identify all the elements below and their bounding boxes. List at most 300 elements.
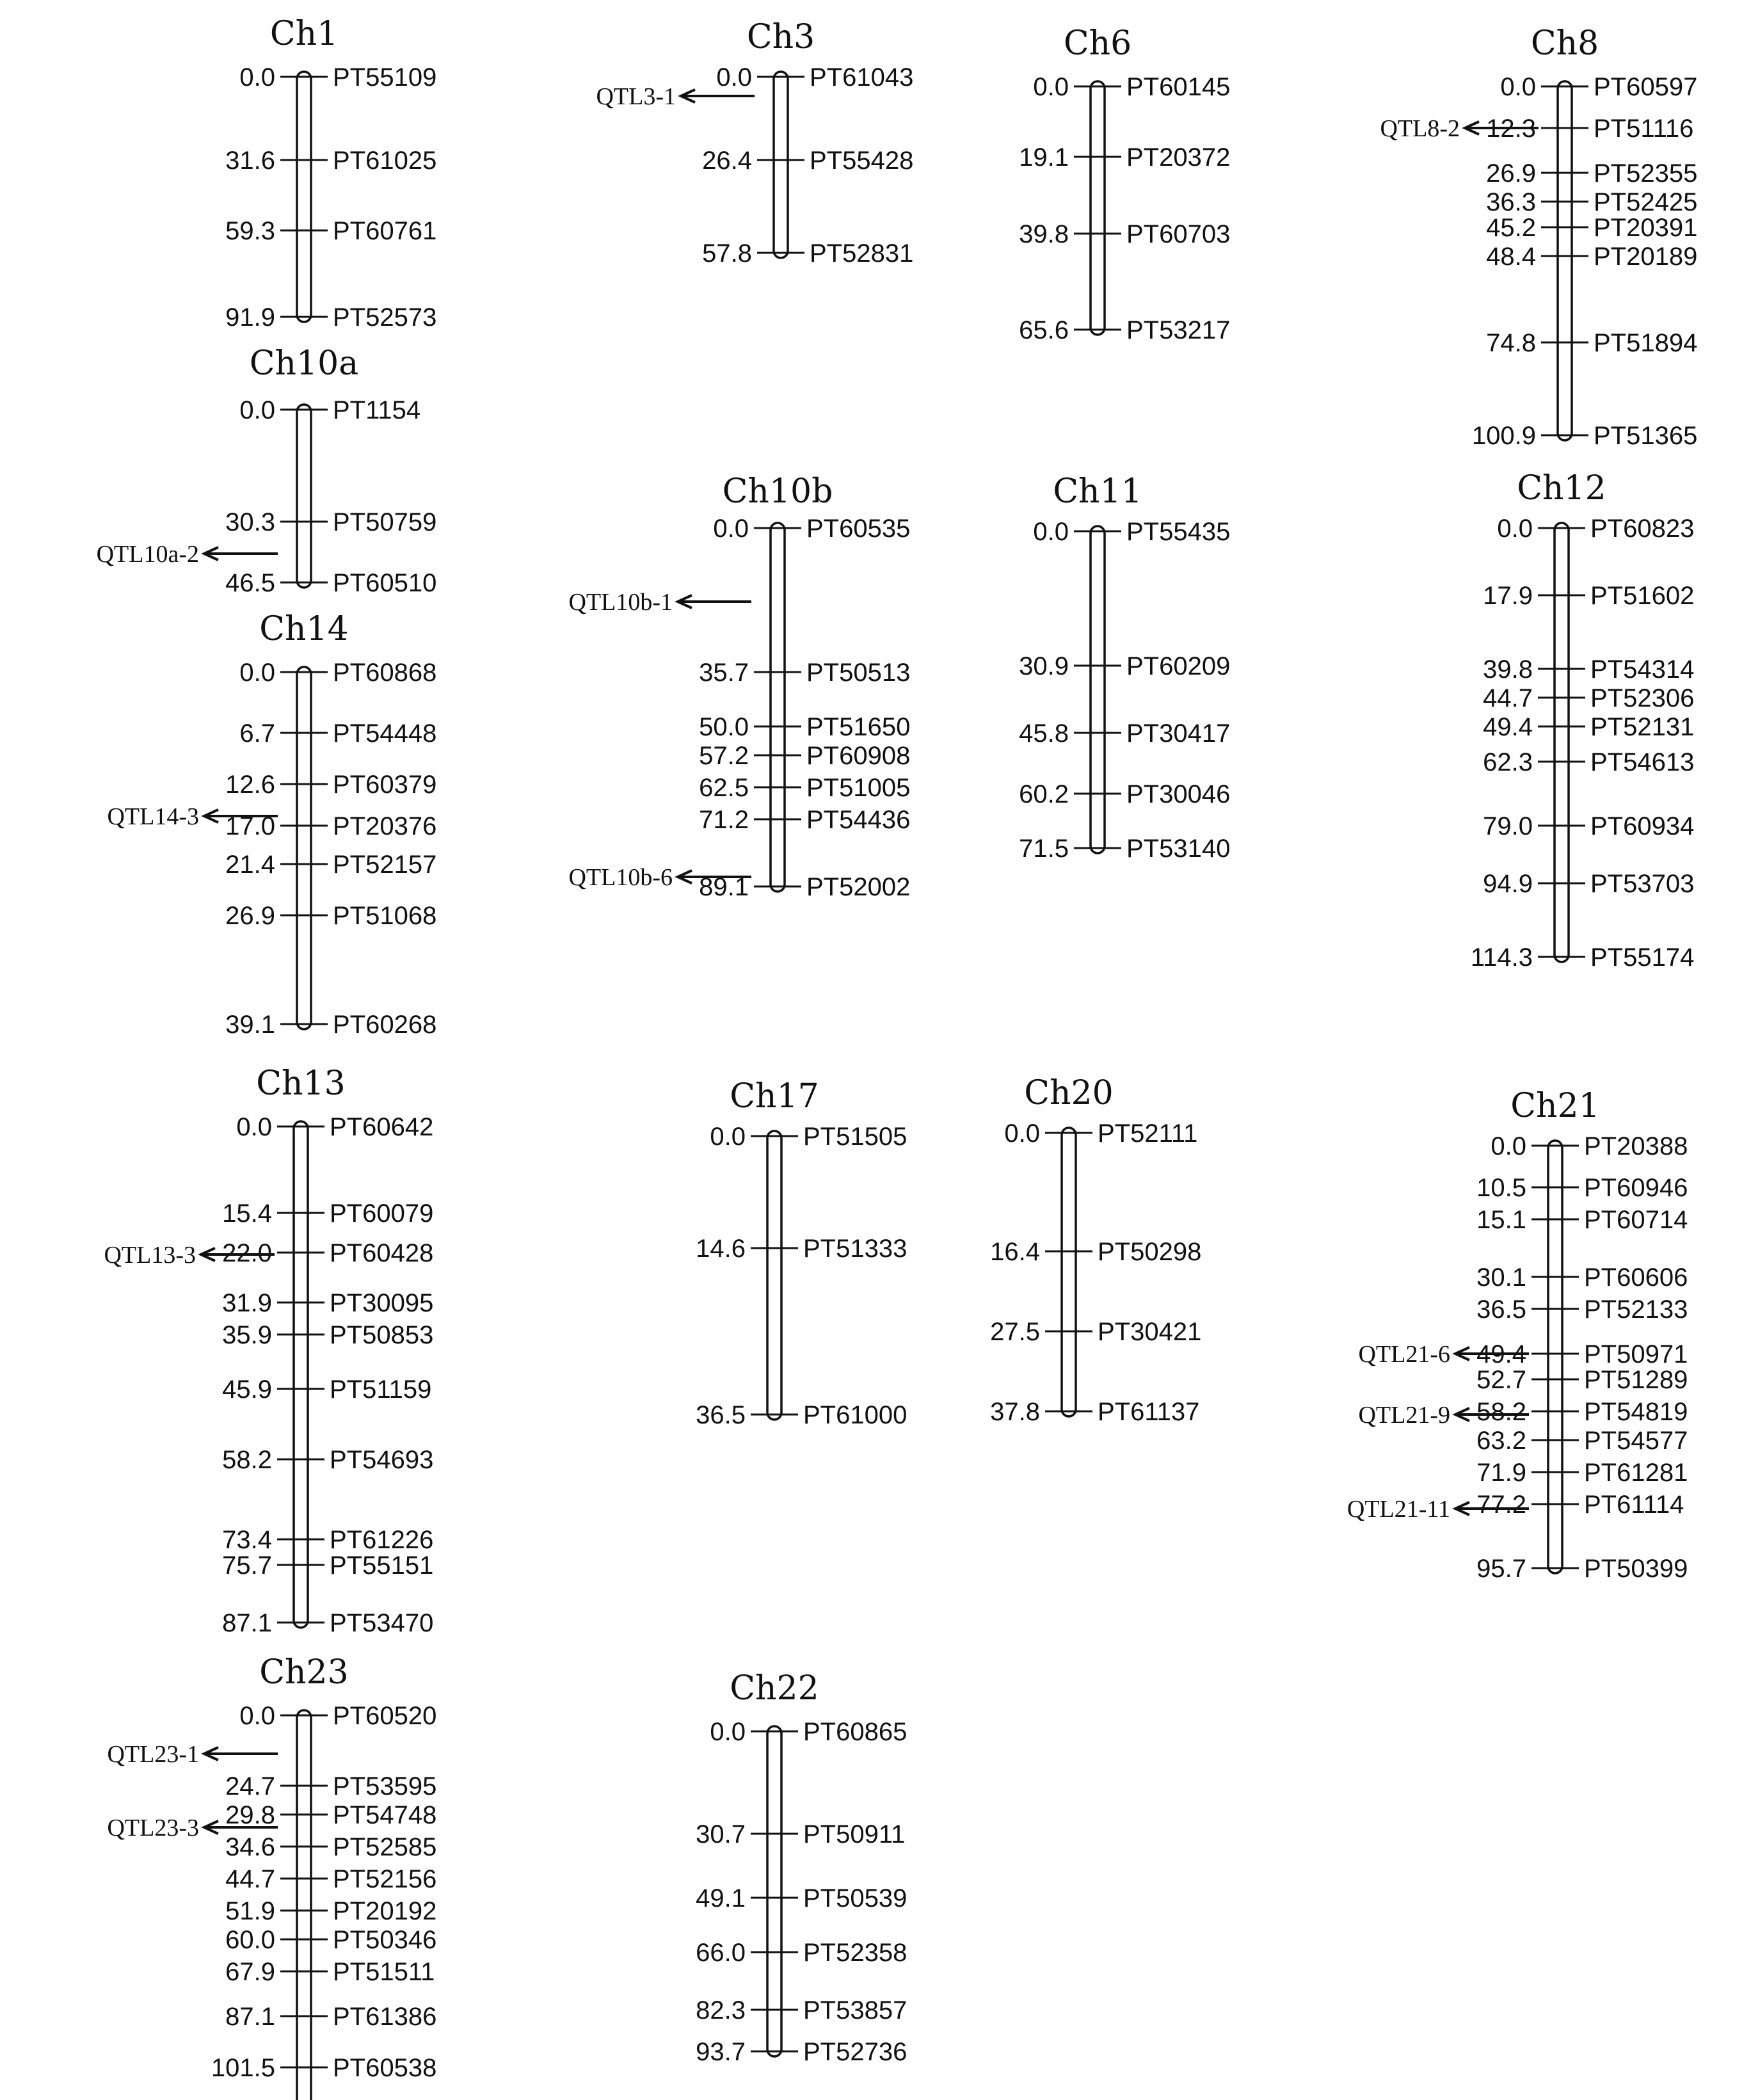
locus-position: 35.9 <box>222 1321 272 1349</box>
marker-name: PT20376 <box>333 812 437 840</box>
chromosome-ch1 <box>225 15 436 332</box>
marker-name: PT60934 <box>1590 812 1695 840</box>
locus <box>696 1996 907 2024</box>
marker-name: PT53703 <box>1590 870 1695 898</box>
qtl-label: QTL23-1 <box>107 1741 199 1768</box>
marker-name: PT50759 <box>333 508 437 536</box>
locus-position: 45.9 <box>222 1375 272 1404</box>
qtl-label: QTL14-3 <box>107 803 199 830</box>
locus-position: 26.9 <box>1486 159 1536 188</box>
locus-position: 27.5 <box>990 1318 1040 1346</box>
marker-name: PT54819 <box>1584 1398 1688 1426</box>
chromosome-title: Ch21 <box>1510 1087 1600 1125</box>
locus <box>222 1375 431 1404</box>
locus-position: 19.1 <box>1019 143 1069 172</box>
locus <box>1491 1132 1688 1160</box>
locus <box>699 659 910 687</box>
locus <box>1019 835 1230 863</box>
chromosome-ch23 <box>107 1653 436 2100</box>
locus-position: 49.4 <box>1476 1340 1526 1368</box>
marker-name: PT52002 <box>806 873 911 901</box>
locus <box>222 1289 433 1317</box>
locus <box>1486 243 1697 271</box>
locus <box>1476 1555 1688 1583</box>
locus-position: 65.6 <box>1019 316 1069 344</box>
locus <box>1033 518 1230 546</box>
locus <box>1486 329 1697 357</box>
locus <box>1476 1174 1688 1202</box>
marker-name: PT54613 <box>1590 748 1695 776</box>
marker-name: PT61281 <box>1584 1459 1688 1487</box>
locus-position: 71.9 <box>1476 1459 1526 1487</box>
marker-name: PT51505 <box>803 1123 907 1151</box>
locus <box>239 719 436 748</box>
chromosome-title: Ch1 <box>269 15 339 53</box>
marker-name: PT52831 <box>810 239 914 268</box>
marker-name: PT52573 <box>333 303 437 332</box>
locus-position: 31.9 <box>222 1289 272 1317</box>
locus-position: 79.0 <box>1483 812 1533 840</box>
locus <box>225 902 436 930</box>
qtl-marker <box>97 541 278 568</box>
locus <box>702 239 913 268</box>
locus-position: 58.2 <box>222 1446 272 1474</box>
locus <box>222 1609 433 1637</box>
marker-name: PT60908 <box>806 742 911 770</box>
locus <box>699 806 910 834</box>
chromosome-bar <box>297 405 311 588</box>
locus <box>225 1801 436 1829</box>
qtl-label: QTL21-11 <box>1347 1496 1450 1523</box>
locus-position: 0.0 <box>236 1113 272 1141</box>
locus-position: 48.4 <box>1486 243 1536 271</box>
locus-position: 63.2 <box>1476 1427 1526 1455</box>
chromosome-title: Ch6 <box>1063 24 1132 63</box>
locus <box>225 147 436 175</box>
marker-name: PT53140 <box>1126 835 1231 863</box>
locus-position: 87.1 <box>225 2003 275 2031</box>
locus-position: 71.2 <box>699 806 749 834</box>
marker-name: PT53470 <box>330 1609 434 1637</box>
locus <box>1486 214 1697 242</box>
locus <box>1483 713 1694 741</box>
chromosome-title: Ch23 <box>259 1653 349 1692</box>
locus-position: 73.4 <box>222 1526 272 1554</box>
marker-name: PT51894 <box>1594 329 1698 357</box>
locus-position: 75.7 <box>222 1551 272 1580</box>
locus-position: 60.0 <box>225 1926 275 1954</box>
marker-name: PT55109 <box>333 63 437 92</box>
chromosome-title: Ch8 <box>1530 24 1599 63</box>
locus <box>696 2038 907 2066</box>
locus-position: 15.4 <box>222 1199 272 1228</box>
marker-name: PT54577 <box>1584 1427 1688 1455</box>
locus-position: 24.7 <box>225 1772 275 1800</box>
chromosome-title: Ch10b <box>722 472 833 511</box>
locus <box>1019 780 1230 808</box>
chromosome-ch22 <box>696 1669 907 2066</box>
marker-name: PT51289 <box>1584 1366 1688 1394</box>
chromosome-ch8 <box>1380 24 1697 450</box>
qtl-label: QTL10a-2 <box>96 541 199 568</box>
locus-position: 95.7 <box>1476 1555 1526 1583</box>
locus <box>1483 684 1694 712</box>
locus-position: 62.5 <box>699 774 749 802</box>
qtl-label: QTL8-2 <box>1380 115 1460 142</box>
marker-name: PT60642 <box>330 1113 434 1141</box>
locus-position: 17.0 <box>225 812 275 840</box>
marker-name: PT50399 <box>1584 1555 1688 1583</box>
marker-name: PT60823 <box>1590 515 1695 543</box>
chromosome-bar <box>771 523 785 892</box>
locus-position: 59.3 <box>225 217 275 245</box>
chromosome-ch21 <box>1347 1087 1688 1583</box>
locus <box>699 742 910 770</box>
locus <box>696 1401 907 1429</box>
locus <box>1476 1206 1688 1234</box>
locus <box>1004 1119 1197 1148</box>
marker-name: PT51333 <box>803 1235 907 1263</box>
locus-position: 16.4 <box>990 1238 1040 1266</box>
locus-position: 6.7 <box>239 719 275 748</box>
locus-position: 37.8 <box>990 1398 1040 1426</box>
locus-position: 45.8 <box>1019 719 1069 748</box>
locus-position: 49.4 <box>1483 713 1533 741</box>
marker-name: PT20189 <box>1594 243 1698 271</box>
marker-name: PT52133 <box>1584 1295 1688 1324</box>
marker-name: PT60510 <box>333 569 437 597</box>
locus <box>239 1702 436 1730</box>
chromosome-bar <box>297 72 311 322</box>
marker-name: PT51068 <box>333 902 437 930</box>
locus-position: 62.3 <box>1483 748 1533 776</box>
chromosome-bar <box>767 1131 781 1420</box>
marker-name: PT51602 <box>1590 582 1695 610</box>
locus-position: 89.1 <box>699 873 749 901</box>
locus-position: 60.2 <box>1019 780 1069 808</box>
locus <box>225 508 436 536</box>
qtl-label: QTL13-3 <box>104 1242 196 1269</box>
marker-name: PT60868 <box>333 659 437 687</box>
chromosome-ch17 <box>696 1077 907 1429</box>
chromosome-bar <box>1091 526 1105 853</box>
locus-position: 0.0 <box>1033 518 1069 546</box>
marker-name: PT60520 <box>333 1702 437 1730</box>
locus <box>1476 1263 1688 1292</box>
marker-name: PT54748 <box>333 1801 437 1829</box>
marker-name: PT52156 <box>333 1865 437 1893</box>
locus-position: 67.9 <box>225 1958 275 1986</box>
locus-position: 45.2 <box>1486 214 1536 242</box>
marker-name: PT50539 <box>803 1884 907 1912</box>
locus-position: 52.7 <box>1476 1366 1526 1394</box>
marker-name: PT55174 <box>1590 943 1695 972</box>
chromosome-ch10b <box>568 472 910 901</box>
locus <box>1019 316 1230 344</box>
locus <box>696 1939 907 1967</box>
marker-name: PT51650 <box>806 713 911 741</box>
locus <box>225 303 436 332</box>
locus <box>1476 1398 1688 1426</box>
locus-position: 22.0 <box>222 1239 272 1267</box>
locus-position: 71.5 <box>1019 835 1069 863</box>
locus <box>225 1958 435 1986</box>
chromosome-bar <box>774 72 788 258</box>
locus-position: 17.9 <box>1483 582 1533 610</box>
chromosome-ch10a <box>97 344 437 597</box>
chromosome-title: Ch20 <box>1024 1074 1114 1112</box>
locus-position: 114.3 <box>1470 943 1533 972</box>
locus-position: 0.0 <box>239 1702 275 1730</box>
marker-name: PT52131 <box>1590 713 1695 741</box>
marker-name: PT52355 <box>1594 159 1698 188</box>
locus-position: 91.9 <box>225 303 275 332</box>
marker-name: PT61386 <box>333 2003 437 2031</box>
locus <box>702 147 913 175</box>
locus <box>696 1820 905 1848</box>
locus <box>990 1398 1199 1426</box>
marker-name: PT55151 <box>330 1551 434 1580</box>
locus <box>225 1926 436 1954</box>
chromosome-title: Ch17 <box>730 1077 819 1116</box>
locus <box>239 396 420 424</box>
marker-name: PT52425 <box>1594 188 1698 216</box>
marker-name: PT20391 <box>1594 214 1698 242</box>
locus-position: 51.9 <box>225 1897 275 1925</box>
marker-name: PT61226 <box>330 1526 434 1554</box>
locus <box>239 659 436 687</box>
locus-position: 36.5 <box>696 1401 746 1429</box>
marker-name: PT52306 <box>1590 684 1695 712</box>
locus-position: 0.0 <box>713 515 749 543</box>
locus-position: 57.2 <box>699 742 749 770</box>
locus-position: 30.7 <box>696 1820 746 1848</box>
locus <box>225 1833 436 1861</box>
locus <box>1483 870 1694 898</box>
locus-position: 0.0 <box>239 396 275 424</box>
marker-name: PT50971 <box>1584 1340 1688 1368</box>
chromosome-title: Ch3 <box>746 18 815 56</box>
marker-name: PT60538 <box>333 2054 437 2082</box>
locus <box>225 1865 436 1893</box>
locus <box>990 1318 1201 1346</box>
marker-name: PT54314 <box>1590 655 1695 684</box>
locus <box>1483 748 1694 776</box>
chromosome-title: Ch13 <box>256 1064 346 1103</box>
chromosome-ch3 <box>596 18 913 268</box>
locus <box>239 63 436 92</box>
locus-position: 39.8 <box>1483 655 1533 684</box>
chromosome-bar <box>297 667 311 1029</box>
marker-name: PT60379 <box>333 771 437 799</box>
marker-name: PT60209 <box>1126 652 1231 680</box>
marker-name: PT20372 <box>1126 143 1231 172</box>
locus <box>1033 73 1230 101</box>
marker-name: PT55435 <box>1126 518 1231 546</box>
locus-position: 0.0 <box>710 1718 746 1746</box>
locus <box>1497 515 1694 543</box>
marker-name: PT52736 <box>803 2038 907 2066</box>
marker-name: PT52358 <box>803 1939 907 1967</box>
locus <box>696 1884 907 1912</box>
locus <box>699 774 910 802</box>
locus-position: 94.9 <box>1483 870 1533 898</box>
locus <box>713 515 910 543</box>
marker-name: PT60079 <box>330 1199 434 1228</box>
marker-name: PT60865 <box>803 1718 907 1746</box>
locus <box>222 1551 433 1580</box>
marker-name: PT60714 <box>1584 1206 1688 1234</box>
chromosome-title: Ch11 <box>1053 472 1142 511</box>
chromosome-title: Ch22 <box>730 1669 819 1708</box>
marker-name: PT60761 <box>333 217 437 245</box>
locus <box>1476 1491 1684 1519</box>
locus-position: 21.4 <box>225 851 275 879</box>
chromosome-bar <box>1548 1141 1562 1573</box>
marker-name: PT53595 <box>333 1772 437 1800</box>
qtl-label: QTL3-1 <box>596 83 676 110</box>
locus <box>1471 943 1694 972</box>
locus-position: 0.0 <box>716 63 752 92</box>
locus-position: 10.5 <box>1476 1174 1526 1202</box>
locus <box>696 1235 907 1263</box>
locus-position: 0.0 <box>1004 1119 1040 1148</box>
locus <box>225 1772 436 1800</box>
chromosome-ch11 <box>1019 472 1230 863</box>
locus-position: 36.3 <box>1486 188 1536 216</box>
locus-position: 0.0 <box>1491 1132 1526 1160</box>
locus <box>225 2003 436 2031</box>
locus <box>1019 719 1230 748</box>
locus-position: 29.8 <box>225 1801 275 1829</box>
locus-position: 39.1 <box>225 1011 275 1039</box>
marker-name: PT20388 <box>1584 1132 1688 1160</box>
locus <box>1500 73 1697 101</box>
marker-name: PT60535 <box>806 515 911 543</box>
marker-name: PT60597 <box>1594 73 1698 101</box>
marker-name: PT51005 <box>806 774 911 802</box>
locus <box>1486 159 1697 188</box>
locus <box>1483 582 1694 610</box>
marker-name: PT51159 <box>330 1375 432 1404</box>
locus-position: 100.9 <box>1471 422 1536 450</box>
chromosome-bar <box>767 1726 781 2056</box>
locus-position: 30.3 <box>225 508 275 536</box>
locus <box>225 217 436 245</box>
qtl-label: QTL10b-1 <box>568 589 673 616</box>
locus <box>222 1321 433 1349</box>
chromosome-bar <box>1091 81 1105 335</box>
locus-position: 0.0 <box>239 63 275 92</box>
chromosome-title: Ch12 <box>1517 469 1606 508</box>
marker-name: PT55428 <box>810 147 914 175</box>
chromosome-bar <box>1558 81 1572 440</box>
qtl-label: QTL21-6 <box>1358 1341 1450 1368</box>
locus-position: 44.7 <box>225 1865 275 1893</box>
marker-name: PT61025 <box>333 147 437 175</box>
locus-position: 0.0 <box>239 659 275 687</box>
chromosome-ch13 <box>104 1064 433 1637</box>
marker-name: PT30417 <box>1126 719 1231 748</box>
locus <box>1476 1459 1688 1487</box>
locus-position: 93.7 <box>696 2038 746 2066</box>
locus-position: 0.0 <box>710 1123 746 1151</box>
marker-name: PT51511 <box>333 1958 435 1986</box>
locus-position: 82.3 <box>696 1996 746 2024</box>
locus <box>225 771 436 799</box>
marker-name: PT50911 <box>803 1820 906 1848</box>
marker-name: PT50853 <box>330 1321 434 1349</box>
locus <box>1476 1427 1688 1455</box>
locus-position: 50.0 <box>699 713 749 741</box>
locus <box>1472 422 1697 450</box>
chromosome-ch20 <box>990 1074 1201 1426</box>
locus-position: 39.8 <box>1019 220 1069 248</box>
locus <box>710 1123 907 1151</box>
locus-position: 36.5 <box>1476 1295 1526 1324</box>
marker-name: PT30095 <box>330 1289 434 1317</box>
locus-position: 15.1 <box>1476 1206 1526 1234</box>
locus <box>236 1113 433 1141</box>
locus-position: 57.8 <box>702 239 752 268</box>
chromosome-bar <box>294 1121 308 1628</box>
locus-position: 46.5 <box>225 569 275 597</box>
locus <box>225 1897 436 1925</box>
qtl-label: QTL21-9 <box>1358 1402 1450 1429</box>
locus <box>1483 655 1694 684</box>
locus-position: 66.0 <box>696 1939 746 1967</box>
marker-name: PT50346 <box>333 1926 437 1954</box>
marker-name: PT50298 <box>1098 1238 1202 1266</box>
marker-name: PT60606 <box>1584 1263 1688 1292</box>
locus-position: 12.6 <box>225 771 275 799</box>
marker-name: PT60703 <box>1126 220 1231 248</box>
marker-name: PT51116 <box>1594 115 1694 143</box>
locus <box>699 713 910 741</box>
locus <box>222 1526 433 1554</box>
marker-name: PT61114 <box>1584 1491 1684 1519</box>
qtl-label: QTL10b-6 <box>568 864 673 891</box>
locus <box>225 1011 436 1039</box>
marker-name: PT60946 <box>1584 1174 1688 1202</box>
locus <box>225 569 436 597</box>
qtl-marker <box>107 1741 278 1768</box>
marker-name: PT52111 <box>1098 1119 1198 1148</box>
chromosome-ch14 <box>107 610 436 1039</box>
chromosome-bar <box>297 1710 311 2100</box>
locus-position: 35.7 <box>699 659 749 687</box>
marker-name: PT20192 <box>333 1897 437 1925</box>
chromosome-title: Ch14 <box>259 610 349 648</box>
marker-name: PT1154 <box>333 396 421 424</box>
marker-name: PT61000 <box>803 1401 907 1429</box>
locus-position: 0.0 <box>1497 515 1533 543</box>
locus <box>1019 652 1230 680</box>
marker-name: PT52157 <box>333 851 437 879</box>
marker-name: PT54436 <box>806 806 911 834</box>
locus <box>1019 220 1230 248</box>
marker-name: PT54693 <box>330 1446 434 1474</box>
locus-position: 77.2 <box>1476 1491 1526 1519</box>
locus <box>1476 1366 1688 1394</box>
qtl-label: QTL23-3 <box>107 1815 199 1841</box>
chromosome-ch12 <box>1471 469 1694 972</box>
locus <box>222 1446 433 1474</box>
locus-position: 26.4 <box>702 147 752 175</box>
marker-name: PT61137 <box>1098 1398 1200 1426</box>
locus-position: 30.9 <box>1019 652 1069 680</box>
locus <box>1019 143 1230 172</box>
